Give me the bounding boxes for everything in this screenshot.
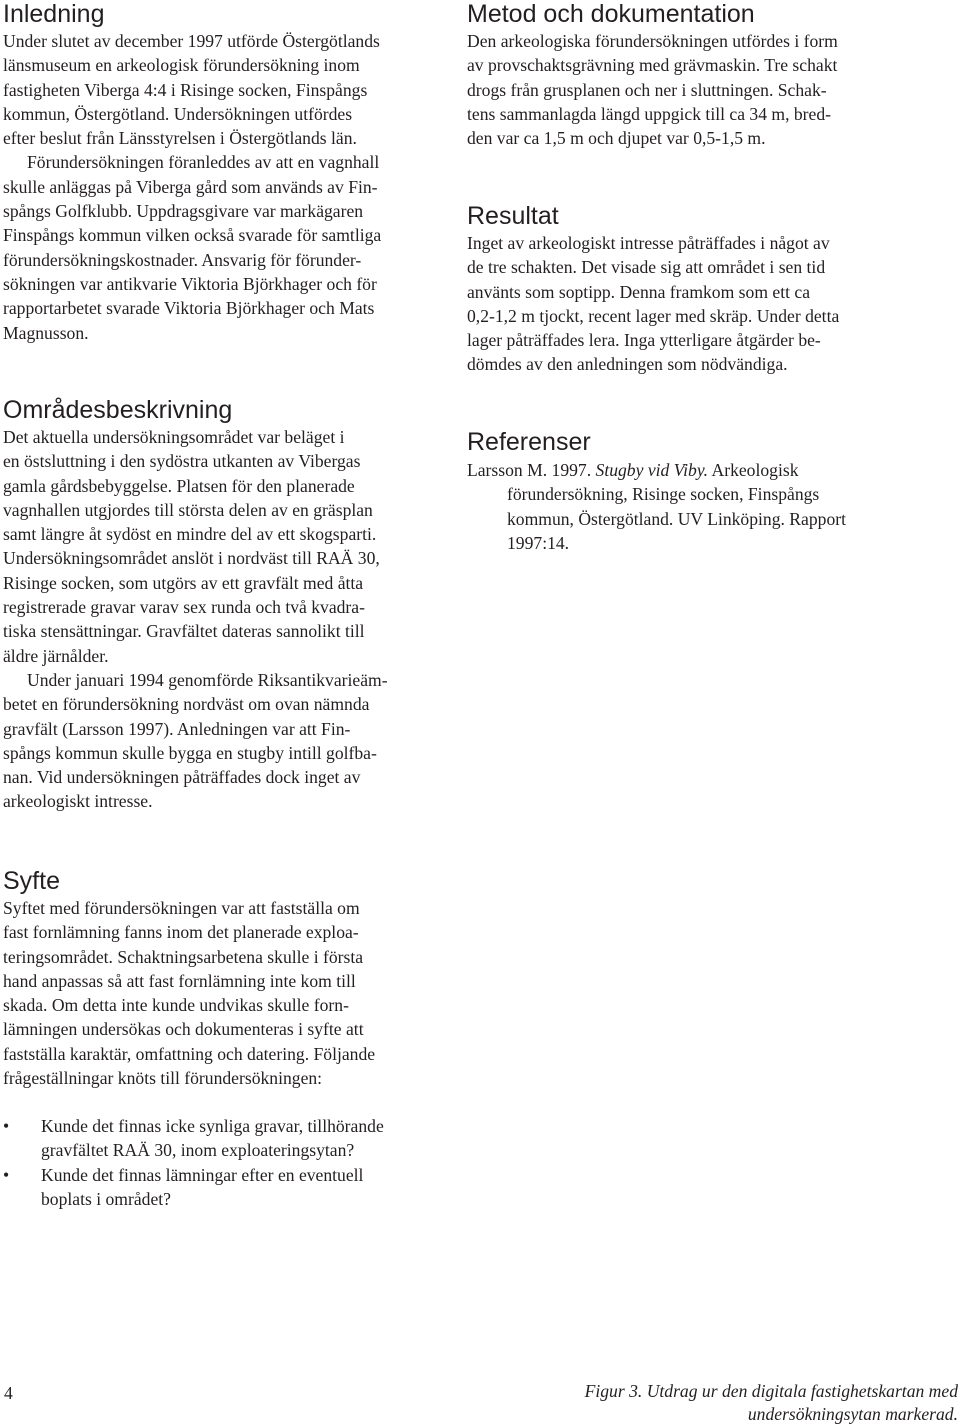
paragraph-metod — [467, 29, 838, 150]
list-item — [3, 1114, 453, 1163]
text-line: Risinge socken, som utgörs av ett gravfält med åtta — [3, 572, 364, 593]
reference-title: Stugby vid Viby. — [595, 460, 709, 480]
text-line: en östsluttning i den sydöstra utkanten av Vibergas — [3, 451, 361, 472]
text-line: Den arkeologiska förundersökningen utfördes i form — [467, 31, 838, 51]
question-list — [3, 1114, 453, 1211]
text-line: Undersökningsområdet anslöt i nordväst till RAÄ 30, — [3, 548, 380, 569]
text-line: Syftet med förundersökningen var att fastställa om — [3, 898, 360, 918]
text-line: Under slutet av december 1997 utförde Östergötlands — [3, 31, 380, 51]
heading-resultat: Resultat — [467, 202, 559, 230]
text-line: Det aktuella undersökningsområdet var beläget i — [3, 427, 345, 447]
list-item-line: gravfältet RAÄ 30, inom exploateringsytan? — [41, 1140, 355, 1161]
bullet-icon: • — [3, 1116, 10, 1136]
heading-referenser: Referenser — [467, 428, 591, 456]
text-line: vagnhallen utgjordes till största delen av en gräsplan — [3, 499, 373, 520]
text-line: spångs kommun skulle bygga en stugby intill golfba- — [3, 742, 377, 763]
text-line: skada. Om detta inte kunde undvikas skulle forn- — [3, 995, 349, 1016]
reference-author: Larsson M. 1997. — [467, 460, 596, 480]
paragraph-inledning — [3, 29, 381, 345]
figure-caption — [498, 1380, 958, 1426]
text-line: äldre järnålder. — [3, 645, 109, 666]
text-line: förundersökningskostnader. Ansvarig för förunder- — [3, 249, 362, 270]
list-item — [3, 1163, 453, 1212]
text-line: nan. Vid undersökningen påträffades dock inget av — [3, 767, 361, 788]
text-line: gravfält (Larsson 1997). Anledningen var att Fin- — [3, 718, 351, 739]
text-line: skulle anläggas på Viberga gård som används av Fin- — [3, 176, 378, 197]
text-line: registrerade gravar varav sex runda och två kvadra- — [3, 597, 365, 618]
text-line: den var ca 1,5 m och djupet var 0,5-1,5 m. — [467, 128, 766, 149]
caption-line: Figur 3. Utdrag ur den digitala fastighetskartan med — [584, 1381, 958, 1401]
text-line: fastställa karaktär, omfattning och datering. Följande — [3, 1043, 376, 1064]
bullet-icon: • — [3, 1164, 10, 1185]
text-line: dömdes av den anledningen som nödvändiga. — [467, 354, 788, 375]
text-line: gamla gårdsbebyggelse. Platsen för den planerade — [3, 475, 355, 496]
text-line: sökningen var antikvarie Viktoria Björkhager och för — [3, 273, 377, 294]
text-line: teringsområdet. Schaktningsarbetena skulle i första — [3, 946, 364, 967]
heading-omradesbeskrivning: Områdesbeskrivning — [3, 396, 233, 424]
text-line: fast fornlämning fanns inom det planerade exploa- — [3, 922, 359, 943]
list-item-line: Kunde det finnas icke synliga gravar, tillhörande — [41, 1116, 384, 1136]
text-line: tens sammanlagda längd uppgick till ca 34 m, bred- — [467, 103, 831, 124]
text-line: de tre schakten. Det visade sig att området i sen tid — [467, 257, 826, 278]
heading-syfte: Syfte — [3, 867, 60, 895]
text-line: kommun, Östergötland. Undersökningen utfördes — [3, 103, 353, 124]
text-line: hand anpassas så att fast fornlämning inte kom till — [3, 970, 356, 991]
reference-line — [467, 458, 846, 482]
reference-entry — [467, 458, 846, 555]
text-line: Under januari 1994 genomförde Riksantikvarieäm- — [27, 669, 388, 690]
text-line: fastigheten Viberga 4:4 i Risinge socken, Finspångs — [3, 79, 368, 100]
heading-metod: Metod och dokumentation — [467, 0, 755, 28]
caption-line: undersökningsytan markerad. — [747, 1404, 958, 1424]
text-line: drogs från grusplanen och ner i sluttningen. Schak- — [467, 79, 827, 100]
paragraph-omradesbeskrivning — [3, 425, 388, 814]
page-number: 4 — [4, 1383, 13, 1403]
reference-line: kommun, Östergötland. UV Linköping. Rapport — [507, 508, 846, 529]
text-line: 0,2-1,2 m tjockt, recent lager med skräp. Under detta — [467, 305, 840, 326]
text-line: lämningen undersökas och dokumenteras i syfte att — [3, 1019, 364, 1040]
text-line: Inget av arkeologiskt intresse påträffades i något av — [467, 233, 830, 253]
text-line: samt längre åt sydöst en mindre del av ett skogsparti. — [3, 524, 377, 545]
text-line: efter beslut från Länsstyrelsen i Östergötlands län. — [3, 128, 357, 149]
text-line: Magnusson. — [3, 322, 89, 343]
text-line: frågeställningar knöts till förundersökningen: — [3, 1068, 323, 1089]
text-line: arkeologiskt intresse. — [3, 791, 153, 812]
reference-line: 1997:14. — [507, 532, 570, 553]
text-line: spångs Golfklubb. Uppdragsgivare var markägaren — [3, 201, 364, 222]
text-line: tiska stensättningar. Gravfältet dateras sannolikt till — [3, 621, 365, 642]
text-line: betet en förundersökning nordväst om ovan nämnda — [3, 694, 370, 715]
heading-inledning: Inledning — [3, 0, 105, 28]
text-line: använts som soptipp. Denna framkom som ett ca — [467, 281, 811, 302]
text-line: Förundersökningen föranleddes av att en vagnhall — [27, 152, 380, 173]
text-line: rapportarbetet svarade Viktoria Björkhager och Mats — [3, 298, 375, 319]
paragraph-resultat — [467, 231, 839, 377]
list-item-line: boplats i området? — [41, 1188, 171, 1209]
text-line: länsmuseum en arkeologisk förundersökning inom — [3, 55, 360, 76]
text-line: av provschaktsgrävning med grävmaskin. Tre schakt — [467, 55, 838, 76]
reference-publisher: Arkeologisk — [708, 460, 799, 480]
paragraph-syfte — [3, 896, 375, 1090]
list-item-line: Kunde det finnas lämningar efter en eventuell — [41, 1164, 364, 1185]
reference-line: förundersökning, Risinge socken, Finspångs — [507, 484, 820, 505]
text-line: Finspångs kommun vilken också svarade för samtliga — [3, 225, 382, 246]
text-line: lager påträffades lera. Inga ytterligare åtgärder be- — [467, 330, 821, 351]
